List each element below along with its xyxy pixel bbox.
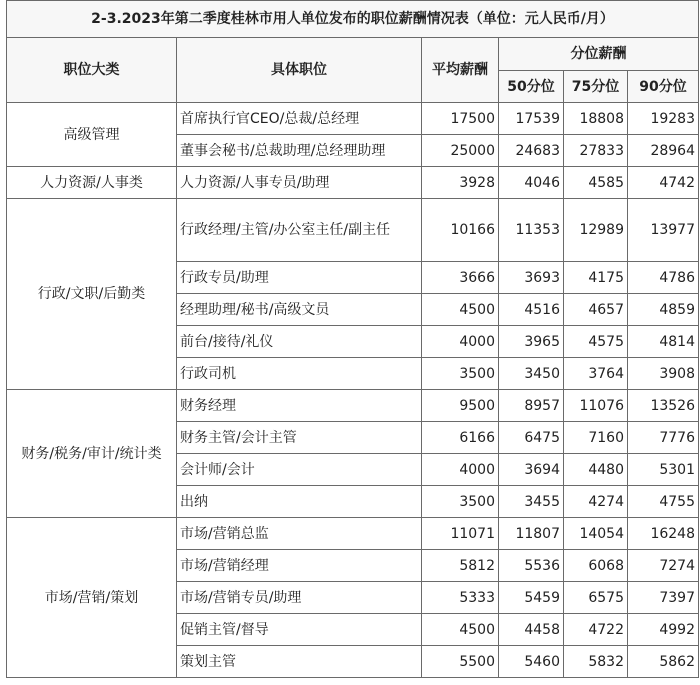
table-row [7, 103, 699, 135]
p90-cell: 19283 [628, 103, 699, 135]
header-p75: 75分位 [564, 71, 628, 103]
p75-cell: 18808 [564, 103, 628, 135]
p50-cell: 4458 [499, 614, 564, 646]
header-p50: 50分位 [499, 71, 564, 103]
p50-cell: 6475 [499, 422, 564, 454]
p75-cell: 11076 [564, 390, 628, 422]
p90-cell: 4859 [628, 294, 699, 326]
avg-salary-cell: 3928 [422, 167, 499, 199]
avg-salary-cell: 25000 [422, 135, 499, 167]
avg-salary-cell: 3500 [422, 358, 499, 390]
p75-cell: 12989 [564, 199, 628, 262]
avg-salary-cell: 4500 [422, 294, 499, 326]
p90-cell: 7274 [628, 550, 699, 582]
p90-cell: 13977 [628, 199, 699, 262]
position-cell: 行政经理/主管/办公室主任/副主任 [177, 199, 422, 262]
table-row [7, 518, 699, 550]
p50-cell: 5460 [499, 646, 564, 678]
avg-salary-cell: 3500 [422, 486, 499, 518]
p50-cell: 17539 [499, 103, 564, 135]
p75-cell: 4575 [564, 326, 628, 358]
p50-cell: 24683 [499, 135, 564, 167]
p90-cell: 7776 [628, 422, 699, 454]
p50-cell: 4046 [499, 167, 564, 199]
p50-cell: 3693 [499, 262, 564, 294]
p50-cell: 4516 [499, 294, 564, 326]
header-category: 职位大类 [7, 38, 177, 103]
p75-cell: 7160 [564, 422, 628, 454]
p75-cell: 4175 [564, 262, 628, 294]
p50-cell: 3450 [499, 358, 564, 390]
position-cell: 出纳 [177, 486, 422, 518]
p50-cell: 3694 [499, 454, 564, 486]
p50-cell: 5536 [499, 550, 564, 582]
p90-cell: 5862 [628, 646, 699, 678]
p75-cell: 14054 [564, 518, 628, 550]
p90-cell: 4755 [628, 486, 699, 518]
header-p90: 90分位 [628, 71, 699, 103]
avg-salary-cell: 17500 [422, 103, 499, 135]
avg-salary-cell: 4000 [422, 454, 499, 486]
p90-cell: 4742 [628, 167, 699, 199]
position-cell: 行政司机 [177, 358, 422, 390]
avg-salary-cell: 11071 [422, 518, 499, 550]
salary-table [6, 0, 699, 678]
category-cell: 人力资源/人事类 [7, 167, 177, 199]
p75-cell: 5832 [564, 646, 628, 678]
p75-cell: 27833 [564, 135, 628, 167]
avg-salary-cell: 4500 [422, 614, 499, 646]
title-row [7, 1, 699, 38]
p90-cell: 4786 [628, 262, 699, 294]
p75-cell: 4274 [564, 486, 628, 518]
position-cell: 前台/接待/礼仪 [177, 326, 422, 358]
position-cell: 经理助理/秘书/高级文员 [177, 294, 422, 326]
p90-cell: 13526 [628, 390, 699, 422]
position-cell: 市场/营销经理 [177, 550, 422, 582]
p50-cell: 11353 [499, 199, 564, 262]
avg-salary-cell: 4000 [422, 326, 499, 358]
p90-cell: 7397 [628, 582, 699, 614]
avg-salary-cell: 10166 [422, 199, 499, 262]
position-cell: 策划主管 [177, 646, 422, 678]
avg-salary-cell: 6166 [422, 422, 499, 454]
p90-cell: 4814 [628, 326, 699, 358]
p75-cell: 4585 [564, 167, 628, 199]
p90-cell: 4992 [628, 614, 699, 646]
avg-salary-cell: 5500 [422, 646, 499, 678]
position-cell: 董事会秘书/总裁助理/总经理助理 [177, 135, 422, 167]
header-percentile-group: 分位薪酬 [499, 38, 699, 71]
position-cell: 会计师/会计 [177, 454, 422, 486]
category-cell: 财务/税务/审计/统计类 [7, 390, 177, 518]
p75-cell: 4480 [564, 454, 628, 486]
header-avg: 平均薪酬 [422, 38, 499, 103]
position-cell: 人力资源/人事专员/助理 [177, 167, 422, 199]
table-body [7, 103, 699, 678]
p50-cell: 3455 [499, 486, 564, 518]
p90-cell: 28964 [628, 135, 699, 167]
p50-cell: 3965 [499, 326, 564, 358]
category-cell: 市场/营销/策划 [7, 518, 177, 678]
p90-cell: 16248 [628, 518, 699, 550]
p75-cell: 6068 [564, 550, 628, 582]
p75-cell: 4722 [564, 614, 628, 646]
p75-cell: 6575 [564, 582, 628, 614]
p50-cell: 11807 [499, 518, 564, 550]
position-cell: 首席执行官CEO/总裁/总经理 [177, 103, 422, 135]
avg-salary-cell: 5812 [422, 550, 499, 582]
position-cell: 财务经理 [177, 390, 422, 422]
p90-cell: 5301 [628, 454, 699, 486]
table-title: 2-3.2023年第二季度桂林市用人单位发布的职位薪酬情况表（单位：元人民币/月） [7, 1, 699, 38]
avg-salary-cell: 5333 [422, 582, 499, 614]
avg-salary-cell: 9500 [422, 390, 499, 422]
p50-cell: 5459 [499, 582, 564, 614]
p75-cell: 4657 [564, 294, 628, 326]
p75-cell: 3764 [564, 358, 628, 390]
position-cell: 市场/营销总监 [177, 518, 422, 550]
category-cell: 高级管理 [7, 103, 177, 167]
header-row-1 [7, 38, 699, 71]
position-cell: 促销主管/督导 [177, 614, 422, 646]
p90-cell: 3908 [628, 358, 699, 390]
position-cell: 市场/营销专员/助理 [177, 582, 422, 614]
avg-salary-cell: 3666 [422, 262, 499, 294]
table-row [7, 390, 699, 422]
table-row [7, 167, 699, 199]
category-cell: 行政/文职/后勤类 [7, 199, 177, 390]
p50-cell: 8957 [499, 390, 564, 422]
table-row [7, 199, 699, 262]
position-cell: 行政专员/助理 [177, 262, 422, 294]
header-position: 具体职位 [177, 38, 422, 103]
position-cell: 财务主管/会计主管 [177, 422, 422, 454]
